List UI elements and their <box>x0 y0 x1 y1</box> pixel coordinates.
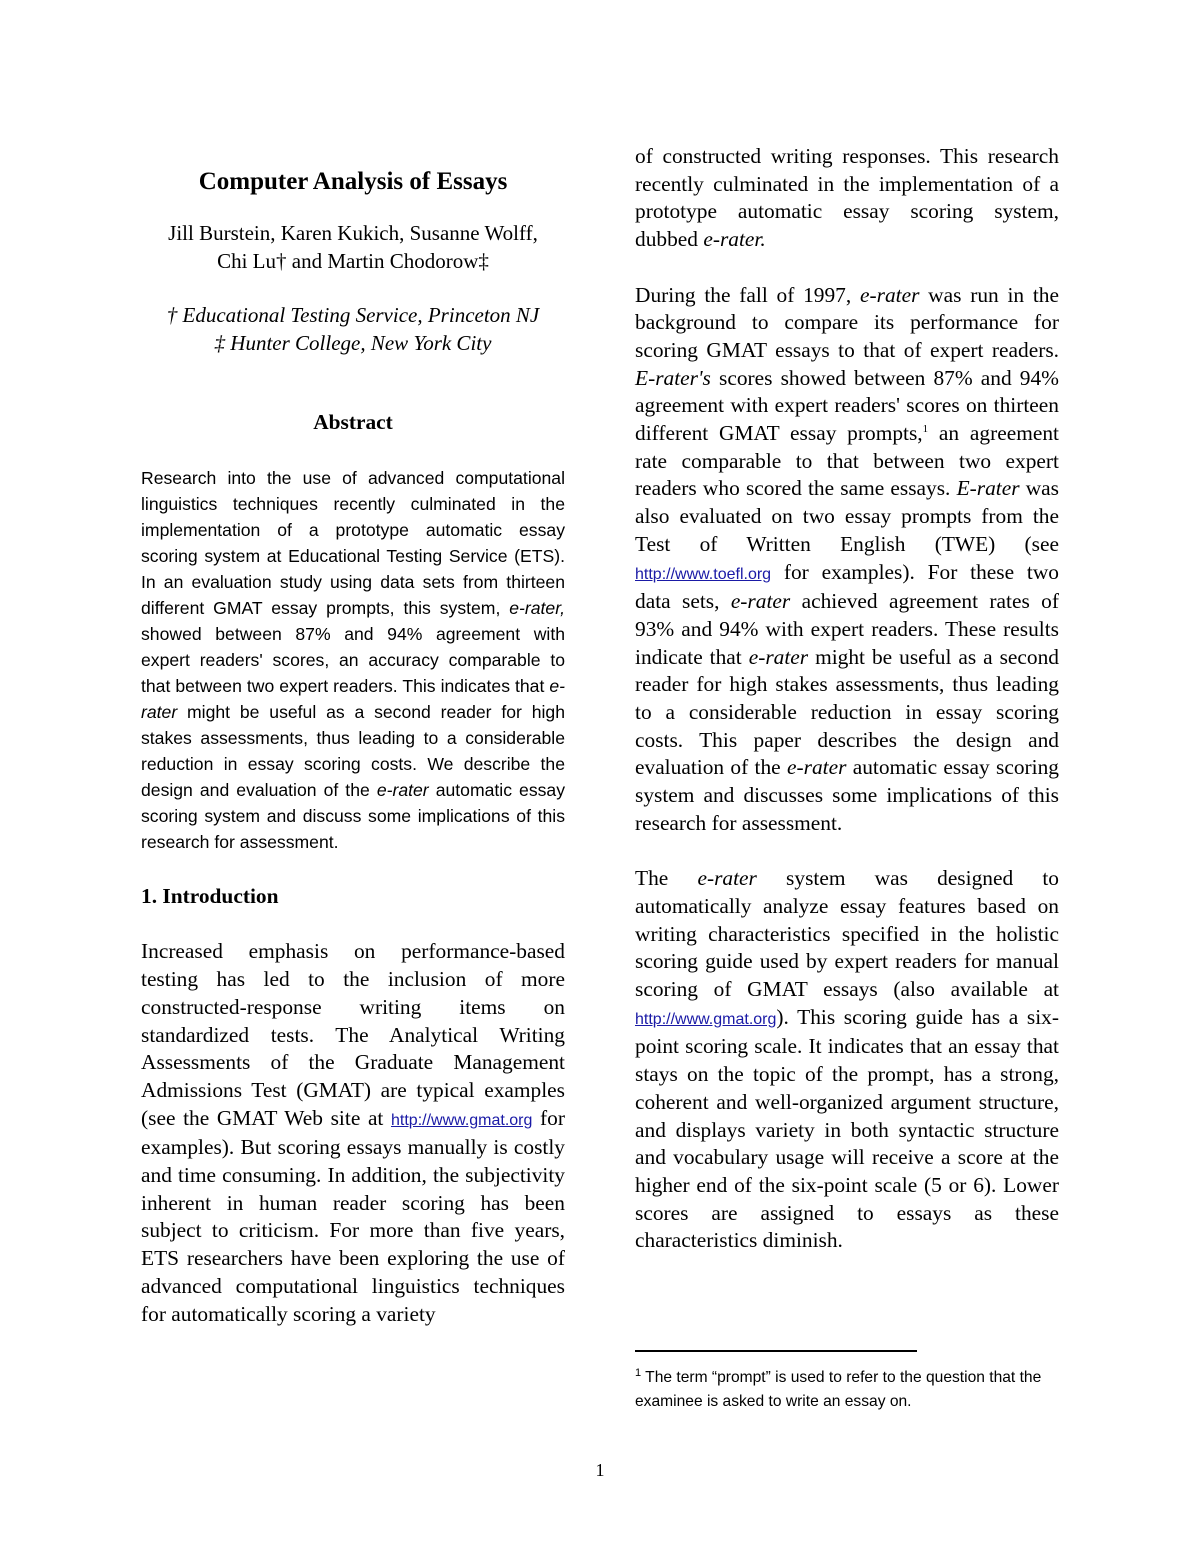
intro-text: The <box>635 866 698 891</box>
intro-text: was run in the background to compare its performance for scoring GMAT essays to that of expert readers. <box>635 282 1060 362</box>
intro-text: achieved agreement rates of 93% and 94% with expert readers. These results indicate that <box>635 589 1059 669</box>
affiliations <box>141 301 565 357</box>
erater-term: e-rater <box>697 866 757 891</box>
intro-text: for examples). For these two data sets, <box>635 559 1059 614</box>
abstract-body <box>141 465 565 855</box>
erater-term: e-rater <box>787 755 847 780</box>
left-column <box>141 167 565 1356</box>
intro-text: of constructed writing responses. This research recently culminated in the implementation of a prototype automatic essay scoring system, dubbed <box>635 144 1059 252</box>
authors <box>141 219 565 275</box>
erater-term: E-rater's <box>635 365 711 390</box>
intro-text: ). This scoring guide has a six-point scoring scale. It indicates that an essay that stays on the topic of the prompt, has a strong, coherent and well-organized argument structure, and displays variety in both syntactic structure and vocabulary usage will receive a score at the higher end of the six-point scale (5 or 6). Lower scores are assigned to essays as these characteristics diminish. <box>635 1004 1059 1253</box>
page-number: 1 <box>595 1460 605 1480</box>
abstract-erater: e-rater, <box>509 597 565 618</box>
intro-text: During the fall of 1997, <box>635 282 860 307</box>
abstract-text: automatic essay scoring system and discuss some implications of this research for assessment. <box>141 779 566 852</box>
intro-paragraph-1-continued <box>635 143 1059 254</box>
intro-paragraph-1 <box>141 938 565 1328</box>
affiliation-2: ‡ Hunter College, New York City <box>214 331 492 355</box>
authors-line-1: Jill Burstein, Karen Kukich, Susanne Wolff, <box>168 221 538 245</box>
toefl-link[interactable]: http://www.toefl.org <box>635 565 772 583</box>
intro-text: Increased emphasis on performance-based testing has led to the inclusion of more constructed-response writing items on standardized tests. The Analytical Writing Assessments of the Graduate Management Admissions Test (GMAT) are typical examples (see the GMAT Web site at <box>141 939 565 1130</box>
footnote <box>635 1366 1059 1414</box>
right-column <box>635 143 1059 1255</box>
footnote-text: The term “prompt” is used to refer to the question that the examinee is asked to write an essay on. <box>635 1369 1042 1410</box>
paper-title: Computer Analysis of Essays <box>198 168 508 195</box>
abstract-erater: e-rater <box>376 779 429 800</box>
intro-paragraph-2 <box>635 282 1059 838</box>
affiliation-1: † Educational Testing Service, Princeton NJ <box>166 303 540 327</box>
intro-paragraph-3 <box>635 865 1059 1255</box>
intro-text: an agreement rate comparable to that between two expert readers who scored the same essays. <box>635 421 1059 501</box>
section-heading-introduction: 1. Introduction <box>141 883 279 908</box>
abstract-text: showed between 87% and 94% agreement with expert readers' scores, an accuracy comparable to that between two expert readers. This indicates that <box>141 623 565 696</box>
erater-term: e-rater <box>748 644 809 669</box>
erater-term: e-rater <box>730 589 791 614</box>
footnote-mark: 1 <box>635 1366 642 1379</box>
abstract-text: might be useful as a second reader for high stakes assessments, thus leading to a considerable reduction in essay scoring costs. We describe the design and evaluation of the <box>141 701 565 800</box>
intro-text: might be useful as a second reader for high stakes assessments, thus leading to a considerable reduction in essay scoring costs. This paper describes the design and evaluation of the <box>635 644 1059 780</box>
gmat-link[interactable]: http://www.gmat.org <box>391 1111 533 1129</box>
authors-line-2: Chi Lu† and Martin Chodorow‡ <box>217 249 489 273</box>
abstract-heading: Abstract <box>313 410 393 434</box>
abstract-erater: e-rater <box>141 675 565 722</box>
footnote-ref: 1 <box>922 422 929 435</box>
erater-term: e-rater <box>860 282 920 307</box>
erater-term: E-rater <box>956 476 1020 501</box>
erater-term: e-rater. <box>703 227 766 252</box>
gmat-link-2[interactable]: http://www.gmat.org <box>635 1010 777 1028</box>
intro-text: for examples). But scoring essays manually is costly and time consuming. In addition, the subjectivity inherent in human reader scoring has been subject to criticism. For more than five years, ETS researchers have been exploring the use of advanced computational linguistics techniques for automatically scoring a variety <box>141 1105 565 1326</box>
intro-text: automatic essay scoring system and discusses some implications of this research for assessment. <box>635 755 1059 835</box>
intro-text: system was designed to automatically analyze essay features based on writing characteristics specified in the holistic scoring guide used by expert readers for manual scoring of GMAT essays (also available at <box>635 866 1059 1002</box>
abstract-text: Research into the use of advanced computational linguistics techniques recently culminated in the implementation of a prototype automatic essay scoring system at Educational Testing Service (ETS). In an evaluation study using data sets from thirteen different GMAT essay prompts, this system, <box>141 467 565 618</box>
footnote-rule <box>635 1350 917 1352</box>
intro-text: was also evaluated on two essay prompts from the Test of Written English (TWE) (see <box>635 476 1059 556</box>
intro-text: scores showed between 87% and 94% agreement with expert readers' scores on thirteen different GMAT essay prompts, <box>635 365 1059 446</box>
